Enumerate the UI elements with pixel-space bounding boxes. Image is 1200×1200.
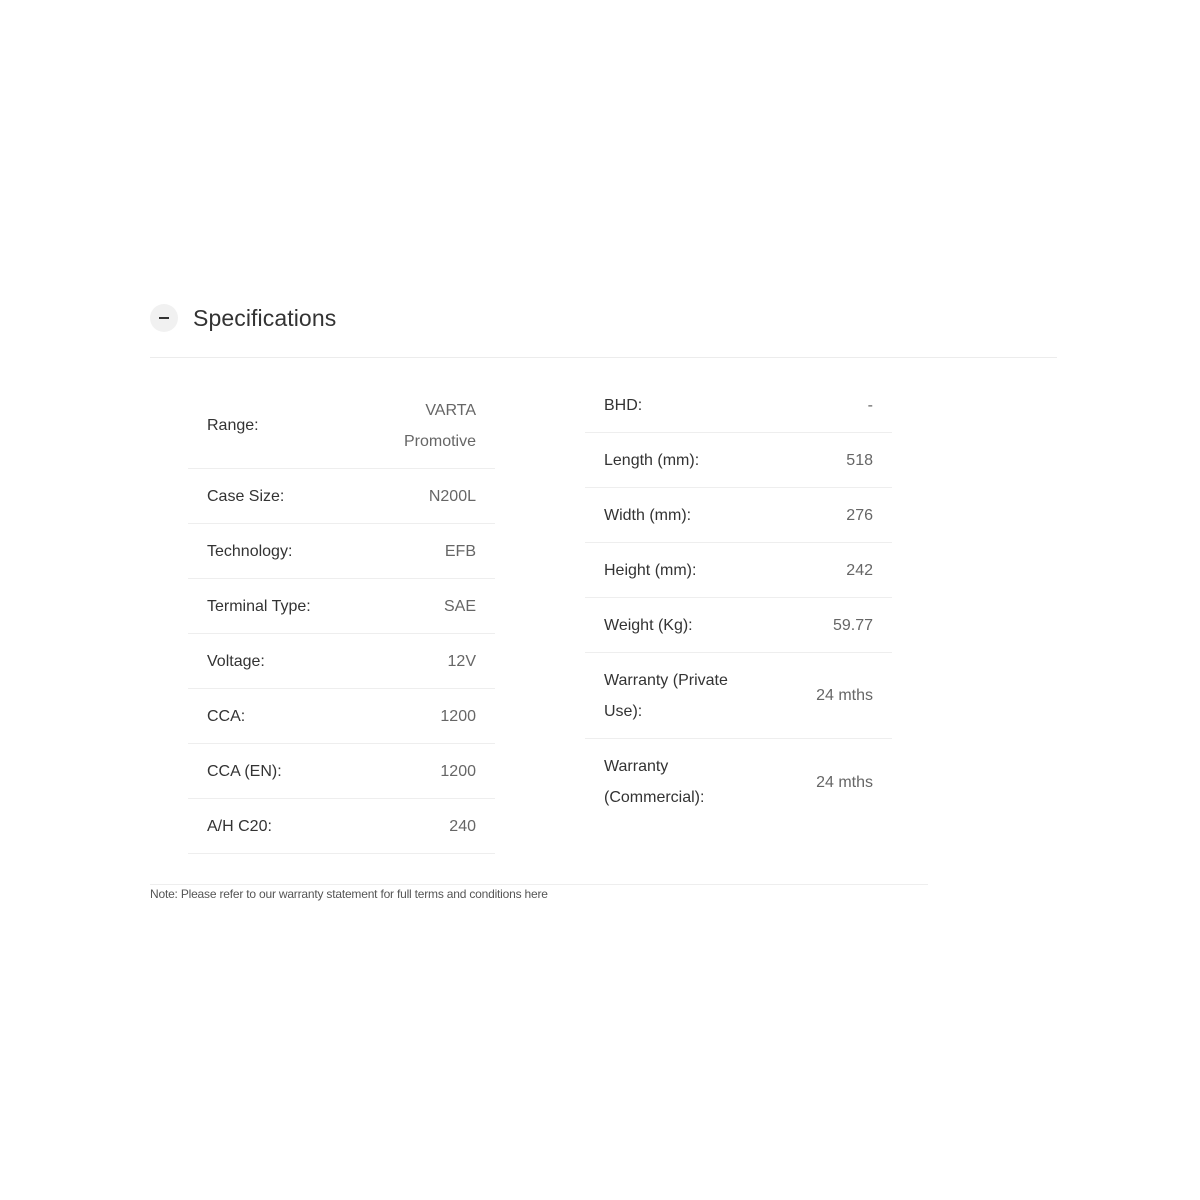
collapse-toggle-button[interactable] bbox=[150, 304, 178, 332]
spec-value: SAE bbox=[443, 597, 476, 615]
spec-value: 242 bbox=[846, 561, 873, 579]
specifications-header[interactable] bbox=[150, 301, 336, 335]
note-divider bbox=[150, 884, 928, 885]
spec-label: CCA: bbox=[207, 707, 246, 725]
spec-table-left bbox=[188, 383, 495, 854]
spec-label: Terminal Type: bbox=[207, 597, 311, 615]
spec-value: 276 bbox=[846, 506, 873, 524]
spec-value: 518 bbox=[846, 451, 873, 469]
spec-label: Height (mm): bbox=[604, 561, 697, 579]
specifications-title: Specifications bbox=[193, 304, 337, 331]
spec-label: Width (mm): bbox=[604, 506, 692, 524]
spec-label: Length (mm): bbox=[604, 451, 700, 469]
spec-value: 24 mths bbox=[816, 687, 873, 704]
spec-row-case-size bbox=[188, 469, 495, 524]
spec-value: 1200 bbox=[440, 707, 476, 725]
spec-row-terminal-type bbox=[188, 579, 495, 634]
spec-label: Voltage: bbox=[207, 652, 265, 670]
spec-row-weight bbox=[585, 598, 892, 653]
spec-row-length bbox=[585, 433, 892, 488]
spec-value: 1200 bbox=[440, 762, 476, 780]
spec-label: Warranty (Private Use): bbox=[604, 671, 728, 720]
spec-row-cca-en bbox=[188, 744, 495, 799]
spec-table-right bbox=[585, 378, 892, 825]
spec-row-warranty-private bbox=[585, 653, 892, 739]
spec-row-cca bbox=[188, 689, 495, 744]
spec-label: Weight (Kg): bbox=[604, 616, 693, 634]
spec-row-technology bbox=[188, 524, 495, 579]
spec-row-warranty-commercial bbox=[585, 739, 892, 825]
spec-row-height bbox=[585, 543, 892, 598]
spec-label: Technology: bbox=[207, 542, 293, 560]
spec-label: CCA (EN): bbox=[207, 762, 282, 780]
minus-icon bbox=[159, 317, 169, 319]
spec-value: 12V bbox=[447, 652, 476, 670]
spec-value: 59.77 bbox=[832, 616, 873, 634]
spec-value: 240 bbox=[449, 817, 476, 835]
spec-row-bhd bbox=[585, 378, 892, 433]
spec-value: EFB bbox=[444, 542, 476, 560]
spec-value: VARTA Promotive bbox=[403, 401, 476, 450]
spec-label: A/H C20: bbox=[207, 817, 272, 835]
spec-row-width bbox=[585, 488, 892, 543]
header-divider bbox=[150, 357, 1057, 358]
spec-label: Range: bbox=[207, 417, 259, 434]
spec-row-ah-c20 bbox=[188, 799, 495, 854]
spec-label: Warranty (Commercial): bbox=[604, 758, 705, 806]
spec-value: N200L bbox=[428, 487, 476, 505]
spec-row-range bbox=[188, 383, 495, 469]
spec-label: BHD: bbox=[604, 396, 643, 414]
warranty-note: Note: Please refer to our warranty statement for full terms and conditions here bbox=[150, 887, 548, 901]
spec-label: Case Size: bbox=[207, 487, 285, 505]
spec-value: 24 mths bbox=[816, 773, 873, 791]
spec-value: - bbox=[867, 396, 873, 414]
spec-row-voltage bbox=[188, 634, 495, 689]
